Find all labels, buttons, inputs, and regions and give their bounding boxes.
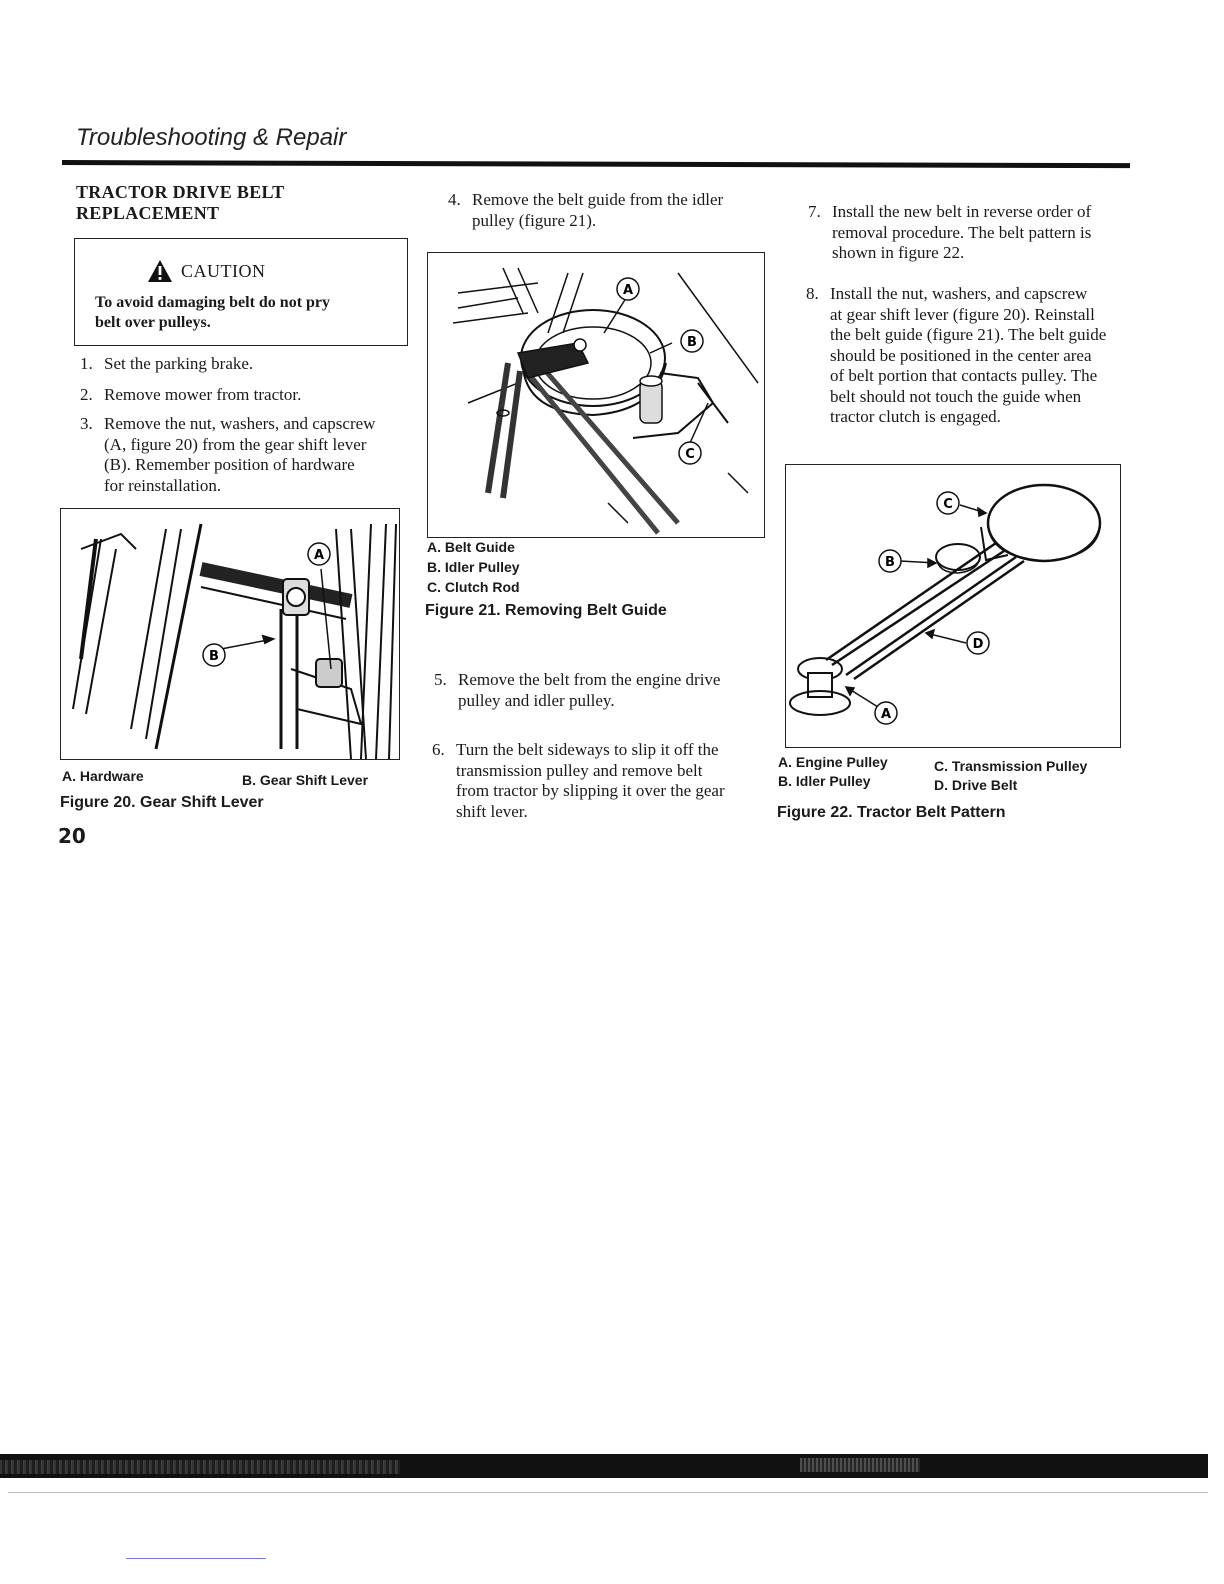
- figure-21-illustration: [427, 252, 765, 538]
- running-head: Troubleshooting & Repair: [76, 124, 347, 151]
- callout-label: C: [943, 497, 953, 512]
- step-text: Set the parking brake.: [104, 354, 254, 373]
- step-text-line: should be positioned in the center area: [830, 345, 1092, 365]
- warning-icon: [147, 259, 173, 283]
- figure-20-caption: Figure 20. Gear Shift Lever: [60, 794, 264, 811]
- step-number: 1.: [80, 354, 93, 373]
- caution-text-line2: belt over pulleys.: [95, 314, 211, 331]
- figure-22-legend-a: A. Engine Pulley: [778, 754, 888, 770]
- step-text-line: (B). Remember position of hardware: [104, 455, 355, 474]
- step-8: [806, 284, 1136, 434]
- caution-heading: [147, 259, 266, 283]
- callout-label: A: [880, 707, 892, 722]
- step-text-line: Install the nut, washers, and capscrew: [830, 284, 1088, 303]
- figure-20-legend-a: A. Hardware: [62, 768, 144, 784]
- belt-pattern-drawing: [786, 465, 1121, 748]
- figure-20-legend-b: B. Gear Shift Lever: [242, 772, 369, 788]
- callout-label: A: [622, 283, 634, 298]
- step-text-line: Turn the belt sideways to slip it off the: [456, 740, 719, 759]
- section-title: [76, 182, 284, 224]
- page-number: 20: [58, 824, 86, 848]
- caution-title: CAUTION: [181, 260, 266, 281]
- step-text-line: transmission pulley and remove belt: [456, 760, 703, 780]
- step-number: 7.: [808, 202, 821, 221]
- figure-20-callout-a: [308, 543, 330, 565]
- step-text-line: Remove the belt from the engine drive: [458, 670, 721, 689]
- step-4: [448, 190, 778, 232]
- step-text-line: shift lever.: [456, 801, 528, 821]
- step-6: [432, 740, 762, 824]
- callout-label: B: [687, 335, 697, 350]
- figure-21-legend: [427, 537, 520, 597]
- figure-21-legend-b: B. Idler Pulley: [427, 559, 520, 575]
- step-text-line: from tractor by slipping it over the gear: [456, 781, 725, 800]
- callout-label: B: [885, 555, 895, 570]
- step-7: [808, 202, 1138, 266]
- figure-20-illustration: [60, 508, 400, 760]
- figure-22-callout-d: [967, 632, 989, 654]
- step-text-line: belt should not touch the guide when: [830, 386, 1082, 406]
- step-number: 2.: [80, 385, 93, 404]
- step-text-line: of belt portion that contacts pulley. The: [830, 366, 1098, 385]
- caution-text-line1: To avoid damaging belt do not pry: [95, 294, 331, 311]
- step-text-line: Install the new belt in reverse order of: [832, 202, 1092, 221]
- scan-blue-line: [126, 1558, 266, 1559]
- step-number: 8.: [806, 284, 819, 303]
- step-number: 6.: [432, 740, 445, 759]
- caution-box: [74, 238, 408, 346]
- scan-bottom-bar: [0, 1454, 1208, 1478]
- figure-22-callout-b: [879, 550, 901, 572]
- step-text-line: pulley and idler pulley.: [458, 690, 615, 710]
- figure-21-caption: Figure 21. Removing Belt Guide: [425, 602, 667, 619]
- step-text-line: shown in figure 22.: [832, 243, 965, 262]
- figure-22-legend-b: B. Idler Pulley: [778, 773, 871, 789]
- step-3: [80, 414, 410, 504]
- step-number: 3.: [80, 414, 93, 433]
- figure-22-caption: Figure 22. Tractor Belt Pattern: [777, 804, 1006, 821]
- figure-21-callout-c: [679, 442, 701, 464]
- figure-21-callout-b: [681, 330, 703, 352]
- figure-22-callout-c: [937, 492, 959, 514]
- step-text-line: removal procedure. The belt pattern is: [832, 222, 1092, 242]
- step-number: 5.: [434, 670, 447, 689]
- section-title-line2: REPLACEMENT: [76, 203, 220, 223]
- figure-20-callout-b: [203, 644, 225, 666]
- step-text-line: pulley (figure 21).: [472, 210, 597, 230]
- step-text-line: tractor clutch is engaged.: [830, 407, 1001, 426]
- figure-22-callout-a: [875, 702, 897, 724]
- figure-22-illustration: [785, 464, 1121, 748]
- caution-text: [95, 293, 395, 333]
- callout-label: A: [313, 548, 325, 563]
- scan-bottom-line: [8, 1492, 1208, 1493]
- header-rule: [62, 160, 1130, 168]
- step-text-line: the belt guide (figure 21). The belt guide: [830, 325, 1107, 344]
- belt-guide-drawing: [428, 253, 765, 538]
- step-1: [80, 354, 410, 374]
- figure-21-legend-a: A. Belt Guide: [427, 539, 515, 555]
- step-2: [80, 385, 410, 405]
- scan-texture: [800, 1458, 920, 1472]
- figure-22-legend-d: D. Drive Belt: [934, 777, 1018, 793]
- step-text-line: (A, figure 20) from the gear shift lever: [104, 434, 367, 454]
- figure-22-legend-c: C. Transmission Pulley: [934, 758, 1088, 774]
- callout-label: B: [209, 649, 219, 664]
- figure-21-legend-c: C. Clutch Rod: [427, 579, 520, 595]
- figure-21-callout-a: [617, 278, 639, 300]
- step-number: 4.: [448, 190, 461, 209]
- gear-shift-lever-drawing: [61, 509, 400, 760]
- step-text-line: for reinstallation.: [104, 475, 222, 495]
- callout-label: C: [685, 447, 695, 462]
- section-title-line1: TRACTOR DRIVE BELT: [76, 182, 285, 202]
- callout-label: D: [972, 637, 984, 652]
- step-text: Remove mower from tractor.: [104, 385, 302, 404]
- step-text-line: Remove the belt guide from the idler: [472, 190, 724, 209]
- step-5: [434, 670, 764, 712]
- step-text-line: at gear shift lever (figure 20). Reinstall: [830, 304, 1095, 324]
- step-text-line: Remove the nut, washers, and capscrew: [104, 414, 376, 433]
- scan-texture: [0, 1460, 400, 1474]
